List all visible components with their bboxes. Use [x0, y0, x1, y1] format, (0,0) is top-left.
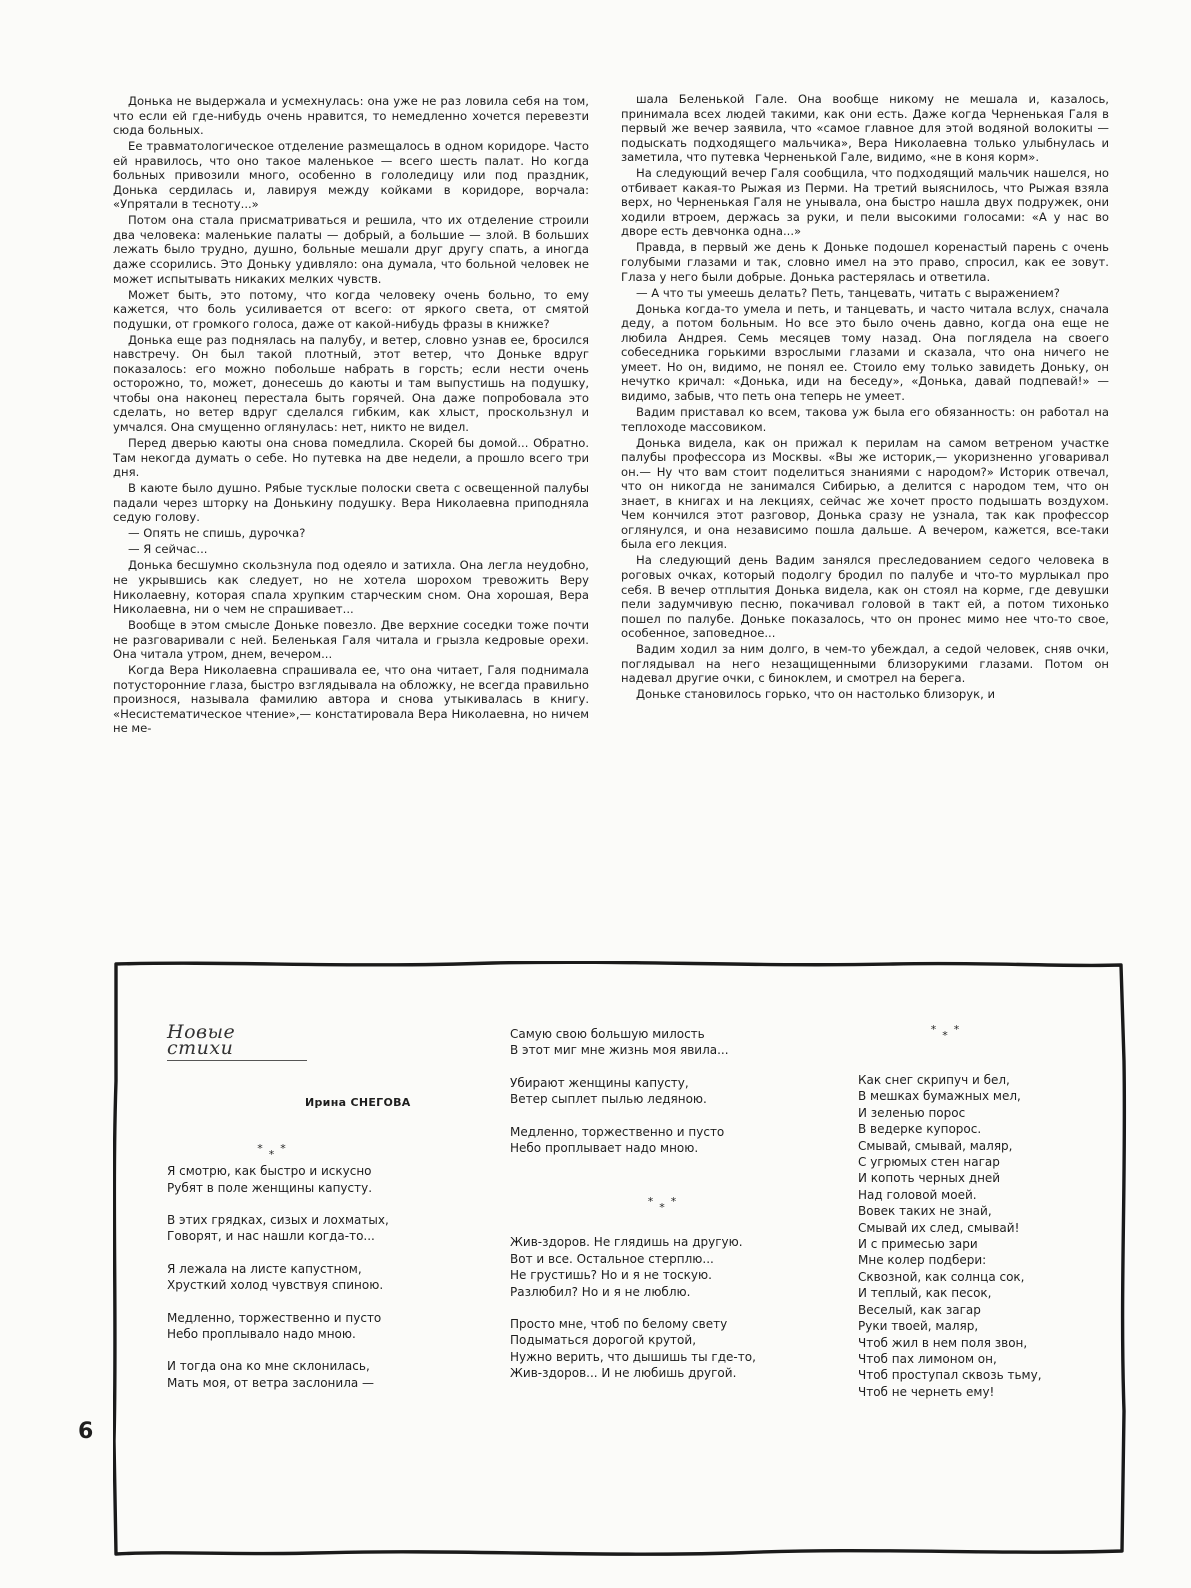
stanza [510, 1124, 830, 1157]
stanza [167, 1310, 467, 1343]
verse-line: Сквозной, как солнца сок, [858, 1269, 1025, 1284]
page-number: 6 [78, 1419, 94, 1444]
asterism-divider: *** [647, 1195, 683, 1215]
verse-line: Небо проплывало надо мною. [167, 1327, 356, 1342]
paragraph: Может быть, это потому, что когда человеку очень больно, то ему кажется, что боль усиливается от всего: от яркого света, от смятой подушки, от громкого голоса, даже от какой-нибудь фразы в книжке? [113, 287, 589, 331]
paragraph: Вадим ходил за ним долго, в чем-то убеждал, а седой человек, сняв очки, поглядывал на него незащищенными близорукими глазами. Потом он надевал другие очки, с биноклем, и смотрел на берега. [621, 642, 1109, 686]
verse-line: Мать моя, от ветра заслонила — [167, 1375, 375, 1390]
poem-1-continuation [510, 1026, 830, 1156]
verse-line: Смывай, смывай, маляр, [858, 1138, 1013, 1153]
article-column-left [113, 94, 589, 738]
stanza [510, 1316, 830, 1382]
stanza [510, 1026, 830, 1059]
verse-line: Рубят в поле женщины капусту. [167, 1180, 373, 1195]
verse-line: Говорят, и нас нашли когда-то... [167, 1229, 375, 1244]
verse-line: В этих грядках, сизых и лохматых, [167, 1213, 389, 1228]
poem-1-body [167, 1163, 467, 1391]
verse-line: И тогда она ко мне склонилась, [167, 1359, 370, 1374]
paragraph: Вообще в этом смысле Доньке повезло. Две верхние соседки тоже почти не разговаривали с ней. Беленькая Галя читала и грызла кедровые орехи. Она читала утром, днем, вечером... [113, 618, 589, 662]
verse-line: Медленно, торжественно и пусто [167, 1310, 382, 1325]
verse-line: Чтоб проступал сквозь тьму, [858, 1368, 1042, 1383]
verse-line: Смывай их след, смывай! [858, 1220, 1020, 1235]
paragraph: В каюте было душно. Рябые тусклые полоски света с освещенной палубы падали через шторку на Донькину подушку. Вера Николаевна приподняла седую голову. [113, 481, 589, 525]
verse-line: Жив-здоров... И не любишь другой. [510, 1366, 737, 1381]
verse-line: И копоть черных дней [858, 1171, 1001, 1186]
paragraph: Ее травматологическое отделение размещалось в одном коридоре. Часто ей нравилось, что оно такое маленькое — всего шесть палат. Но когда больных привозили много, особенно в гололедицу или под праздник, Донька сердилась и, лавируя между койками в коридоре, ворчала: «Упрятали в тесноту...» [113, 139, 589, 212]
verse-line: Хрусткий холод чувствуя спиною. [167, 1278, 384, 1293]
stanza [510, 1234, 830, 1300]
verse-line: Чтоб не чернеть ему! [858, 1384, 995, 1399]
verse-line: Не грустишь? Но и я не тоскую. [510, 1268, 712, 1283]
verse-line: Убирают женщины капусту, [510, 1075, 689, 1090]
verse-line: Над головой моей. [858, 1187, 977, 1202]
paragraph: Доньке становилось горько, что он настолько близорук, и [636, 687, 996, 702]
poem-column-3 [858, 1022, 1108, 1400]
stanza [167, 1163, 467, 1196]
asterism-divider: *** [930, 1023, 966, 1042]
verse-line: Самую свою большую милость [510, 1027, 705, 1041]
paragraph: Донька еще раз поднялась на палубу, и ветер, словно узнав ее, бросился навстречу. Он был такой плотный, этот ветер, что Доньке вдруг показалось: его можно побольше набрать в горсть; если нести очень осторожно, то, может, донесешь до каюты и там выпустишь на подушку, чтобы она наконец перестала быть горячей. Она даже попробовала это сделать, но ветер вдруг сделался гибким, как хлыст, проскользнул и умчался. Она смущенно оглянулась: нет, никто не видел. [113, 332, 589, 435]
verse-line: Нужно верить, что дышишь ты где-то, [510, 1349, 756, 1364]
verse-line: И теплый, как песок, [858, 1286, 992, 1301]
paragraph: Вадим приставал ко всем, такова уж была его обязанность: он работал на теплоходе массовиком. [621, 404, 1109, 434]
verse-line: Мне колер подбери: [858, 1253, 987, 1268]
stanza [167, 1212, 467, 1245]
poem-column-2 [510, 1026, 830, 1398]
paragraph: Донька бесшумно скользнула под одеяло и затихла. Она легла неудобно, не укрывшись как следует, но не хотела шорохом тревожить Веру Николаевну, которая спала хрупким старческим сном. Она хорошая, Вера Николаевна, ни о чем не спрашивает... [113, 558, 589, 617]
verse-line: Как снег скрипуч и бел, [858, 1073, 1010, 1087]
paragraph: Когда Вера Николаевна спрашивала ее, что она читает, Галя поднимала потусторонние глаза, быстро взглядывала на обложку, не всегда правильно произнося, называла фамилию автора и снова утыкивалась в книгу. «Несистематическое чтение»,— констатировала Вера Николаевна, но ничем не ме- [113, 663, 589, 736]
stanza [167, 1261, 467, 1294]
verse-line: В мешках бумажных мел, [858, 1089, 1021, 1104]
paragraph: Донька не выдержала и усмехнулась: она уже не раз ловила себя на том, что если ей где-нибудь очень нравится, то немедленно хочется перевезти сюда больных. [113, 94, 589, 138]
paragraph: Правда, в первый же день к Доньке подошел коренастый парень с очень голубыми глазами и так, словно имел на это право, спросил, как ее зовут. Глаза у него были добрые. Донька растерялась и ответила. [621, 240, 1109, 284]
verse-line: Руки твоей, маляр, [858, 1319, 979, 1334]
verse-line: Ветер сыплет пылью ледяною. [510, 1092, 707, 1107]
paragraph: шала Беленькой Гале. Она вообще никому не мешала и, казалось, принимала всех людей такими, как они есть. Даже когда Черненькая Галя в первый же вечер заявила, что «самое главное для этой водяной волокиты — подыскать подходящего мальчика», Вера Николаевна только улыбнулась и заметила, что путевка Черненькой Гале, видимо, «не в коня корм». [621, 92, 1109, 165]
verse-line: И зеленью порос [858, 1105, 966, 1120]
verse-line: Веселый, как загар [858, 1302, 981, 1317]
asterism-divider: *** [257, 1142, 292, 1162]
article-column-right [621, 92, 1109, 703]
verse-line: Подыматься дорогой крутой, [510, 1333, 697, 1348]
stanza [510, 1075, 830, 1108]
verse-line: Медленно, торжественно и пусто [510, 1124, 725, 1139]
verse-line: Чтоб пах лимоном он, [858, 1351, 997, 1366]
paragraph: — А что ты умеешь делать? Петь, танцевать, читать с выражением? [636, 285, 1060, 300]
verse-line: Я лежала на листе капустном, [167, 1261, 362, 1276]
verse-line: С угрюмых стен нагар [858, 1155, 1000, 1170]
paragraph: Потом она стала присматриваться и решила, что их отделение строили два человека: маленькие палаты — добрый, а большие — злой. В больших лежать было трудно, душно, больные мешали друг другу спать, а иногда даже ссорились. Это Доньку удивляло: она думала, что больной человек не может испытывать никаких мелких чувств. [113, 213, 589, 286]
paragraph: Перед дверью каюты она снова помедлила. Скорей бы домой... Обратно. Там некогда думать о себе. Но путевка на две недели, а прошло всего три дня. [113, 436, 589, 480]
poem-author: Ирина СНЕГОВА [305, 1095, 411, 1109]
paragraph: Донька видела, как он прижал к перилам на самом ветреном участке палубы профессора из Москвы. «Вы же историк,— укоризненно уговаривал он.— Ну что вам стоит поделиться знаниями с народом?» Историк отвечал, что он никогда не занимался Сибирью, а делится с народом тем, что он знает, в книгах и на лекциях, сейчас же хочет просто подышать воздухом. Чем кончился этот разговор, Донька сразу не узнала, так как профессор оглянулся, и она независимо пошла дальше. А вечером, кажется, все-таки была его лекция. [621, 435, 1109, 552]
paragraph: Донька когда-то умела и петь, и танцевать, и часто читала вслух, сначала деду, а потом больным. Но все это было очень давно, когда она еще не любила Андрея. Семь месяцев тому назад. Она поглядела на своего собеседника горькими взрослыми глазами и сказала, что она ничего не умеет. Но он, видимо, не понял ее. Стоило ему только завидеть Доньку, он нечутко кричал: «Донька, иди на беседу», «Донька, давай подпевай!» — видимо, забыв, что петь она теперь не умеет. [621, 301, 1109, 403]
paragraph: — Я сейчас... [128, 542, 208, 557]
section-title: Новые стихи [167, 1024, 307, 1061]
verse-line: Просто мне, чтоб по белому свету [510, 1317, 728, 1332]
paragraph: На следующий день Вадим занялся преследованием седого человека в роговых очках, который подолгу бродил по палубе и что-то мурлыкал про себя. В вечер отплытия Донька видела, как он стоял на корме, где девушки пели задумчивую песню, покачивал головой в такт ей, а потом тихонько пошел по палубе. Доньке показалось, что он пронес мимо нее что-то свое, особенное, заповедное... [621, 553, 1109, 641]
verse-line: Чтоб жил в нем поля звон, [858, 1335, 1028, 1350]
poem-2-body [510, 1234, 830, 1381]
verse-line: Вот и все. Остальное стерплю... [510, 1251, 714, 1266]
paragraph: — Опять не спишь, дурочка? [128, 526, 306, 541]
verse-line: Я смотрю, как быстро и искусно [167, 1164, 372, 1179]
verse-line: Разлюбил? Но и я не люблю. [510, 1284, 691, 1299]
verse-line: Небо проплывает надо мною. [510, 1141, 699, 1156]
verse-line: И с примесью зари [858, 1237, 978, 1252]
poem-column-1 [167, 1021, 467, 1407]
verse-line: В этот миг мне жизнь моя явила... [510, 1043, 729, 1058]
paragraph: На следующий вечер Галя сообщила, что подходящий мальчик нашелся, но отбивает какая-то Рыжая из Перми. На третий выяснилось, что Рыжая взяла верх, но Черненькая Галя не унывала, она быстро нашла двух подружек, они ходили втроем, держась за руки, и пели высокими голосами: «А у нас во дворе есть девчонка одна...» [621, 166, 1109, 239]
verse-line: Вовек таких не знай, [858, 1204, 992, 1219]
poem-3-body [858, 1072, 1108, 1400]
stanza [167, 1358, 467, 1391]
verse-line: Жив-здоров. Не глядишь на другую. [510, 1235, 743, 1250]
verse-line: В ведерке купорос. [858, 1122, 982, 1137]
